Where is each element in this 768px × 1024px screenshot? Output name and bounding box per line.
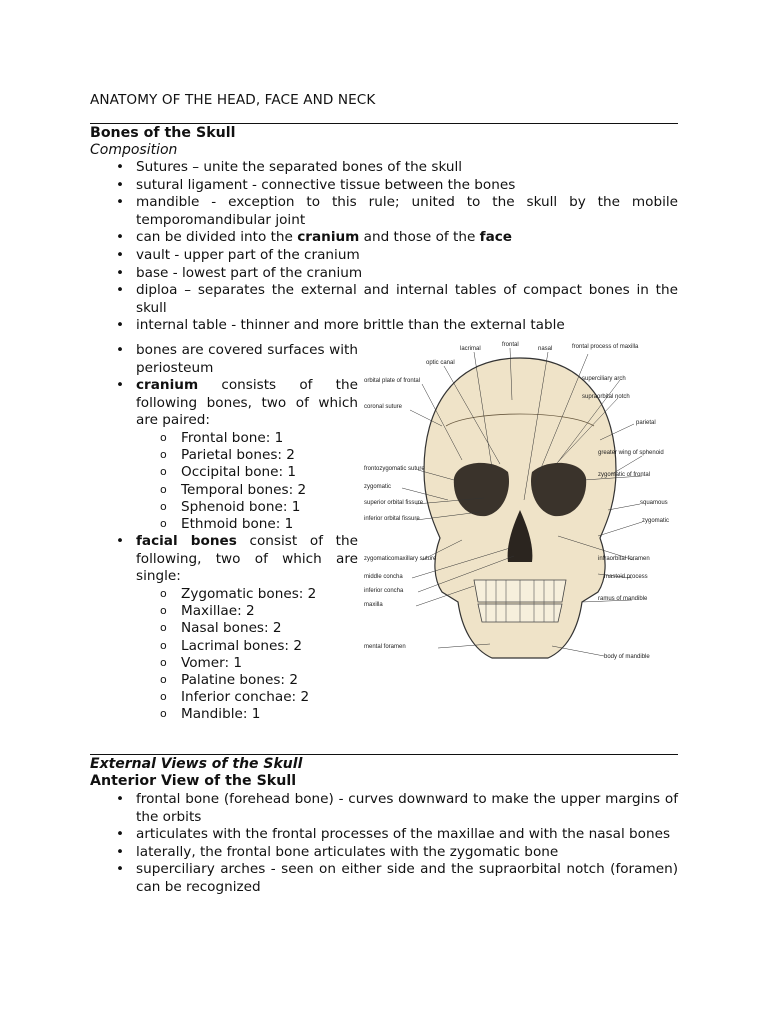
- composition-list: [90, 159, 678, 335]
- section-subheading: Composition: [90, 142, 178, 158]
- list-item: • mandible - exception to this rule; united to the skull by the mobile temporomandibular joint: [90, 194, 678, 229]
- label-maxilla: maxilla: [364, 602, 383, 608]
- list-item: • laterally, the frontal bone articulates with the zygomatic bone: [90, 844, 678, 862]
- list-item: o Nasal bones: 2: [136, 620, 358, 637]
- label-squamous: squamous: [640, 500, 668, 506]
- label-lacrimal: lacrimal: [460, 346, 481, 352]
- label-inferior-concha: inferior concha: [364, 588, 404, 594]
- label-mastoid: mastoid process: [604, 574, 648, 580]
- cranium-bones-list: [136, 430, 358, 533]
- label-zygomatic-right: zygomatic: [642, 518, 670, 524]
- list-item: o Vomer: 1: [136, 655, 358, 672]
- section-subheading-2: Anterior View of the Skull: [90, 773, 297, 789]
- list-item: • diploa – separates the external and internal tables of compact bones in the skull: [90, 282, 678, 317]
- list-item: • vault - upper part of the cranium: [90, 247, 678, 265]
- label-middle-concha: middle concha: [364, 574, 403, 580]
- label-inferior-orbital-fissure: inferior orbital fissure: [364, 516, 420, 522]
- label-coronal-suture: coronal suture: [364, 404, 403, 410]
- label-optic-canal: optic canal: [426, 360, 455, 366]
- label-body-of-mandible: body of mandible: [604, 654, 650, 660]
- list-item: • internal table - thinner and more brittle than the external table: [90, 317, 678, 335]
- list-item: o Temporal bones: 2: [136, 482, 358, 499]
- list-item: o Sphenoid bone: 1: [136, 499, 358, 516]
- list-item: • can be divided into the cranium and those of the face: [90, 229, 678, 247]
- list-item: o Palatine bones: 2: [136, 672, 358, 689]
- label-greater-wing: greater wing of sphenoid: [598, 450, 664, 456]
- section-heading: Bones of the Skull: [90, 125, 236, 141]
- label-infraorbital: infraorbital foramen: [598, 556, 650, 562]
- label-superciliary-arch: superciliary arch: [582, 376, 626, 382]
- list-item: o Mandible: 1: [136, 706, 358, 723]
- document-title: ANATOMY OF THE HEAD, FACE AND NECK: [90, 92, 376, 108]
- label-supraorbital-notch: supraorbital notch: [582, 394, 630, 400]
- list-item: o Zygomatic bones: 2: [136, 586, 358, 603]
- list-item: • Sutures – unite the separated bones of the skull: [90, 159, 678, 177]
- list-item: • superciliary arches - seen on either side and the supraorbital notch (foramen) can be recognized: [90, 861, 678, 896]
- list-item: • base - lowest part of the cranium: [90, 265, 678, 283]
- label-nasal: nasal: [538, 346, 553, 352]
- list-item: o Lacrimal bones: 2: [136, 638, 358, 655]
- list-item: • bones are covered surfaces with periosteum: [90, 342, 358, 377]
- list-item: • cranium consists of the following bones, two of which are paired: o Frontal bone: 1 o Parietal bones: 2 o Occipital bone: 1 o Temporal bones: 2 o Sphenoid bone: 1 o Ethmoid bone: 1: [90, 377, 358, 533]
- facial-bones-list: [136, 586, 358, 724]
- label-superior-orbital-fissure: superior orbital fissure: [364, 500, 424, 506]
- label-zygomatic-of-frontal: zygomatic of frontal: [598, 472, 651, 478]
- list-item: o Frontal bone: 1: [136, 430, 358, 447]
- list-item: • facial bones consist of the following, two of which are single: o Zygomatic bones: 2 o Maxillae: 2 o Nasal bones: 2 o Lacrimal bones: 2 o Vomer: 1 o Palatine bones: 2 o Inferior conchae: 2 o Mandible: 1: [90, 533, 358, 723]
- skull-figure: [362, 340, 678, 696]
- list-item: o Parietal bones: 2: [136, 447, 358, 464]
- label-frontal-process: frontal process of maxilla: [572, 344, 639, 350]
- list-item: o Maxillae: 2: [136, 603, 358, 620]
- list-item: o Occipital bone: 1: [136, 464, 358, 481]
- label-frontal: frontal: [502, 342, 519, 348]
- skull-illustration: [362, 340, 678, 696]
- list-item: • sutural ligament - connective tissue between the bones: [90, 177, 678, 195]
- anterior-view-list: [90, 791, 678, 897]
- label-frontozygomatic: frontozygomatic suture: [364, 466, 425, 472]
- label-orbital-plate: orbital plate of frontal: [364, 378, 421, 384]
- label-mental-foramen: mental foramen: [364, 644, 406, 650]
- label-parietal: parietal: [636, 420, 656, 426]
- label-zygomaticomaxillary: zygomaticomaxillary suture: [364, 556, 437, 562]
- list-item: • frontal bone (forehead bone) - curves downward to make the upper margins of the orbits: [90, 791, 678, 826]
- bones-list: [90, 342, 358, 724]
- list-item: o Ethmoid bone: 1: [136, 516, 358, 533]
- label-zygomatic-left: zygomatic: [364, 484, 392, 490]
- divider: [90, 123, 678, 124]
- label-ramus: ramus of mandible: [598, 596, 648, 602]
- list-item: • articulates with the frontal processes of the maxillae and with the nasal bones: [90, 826, 678, 844]
- section-heading-2: External Views of the Skull: [90, 756, 303, 772]
- list-item: o Inferior conchae: 2: [136, 689, 358, 706]
- divider: [90, 754, 678, 755]
